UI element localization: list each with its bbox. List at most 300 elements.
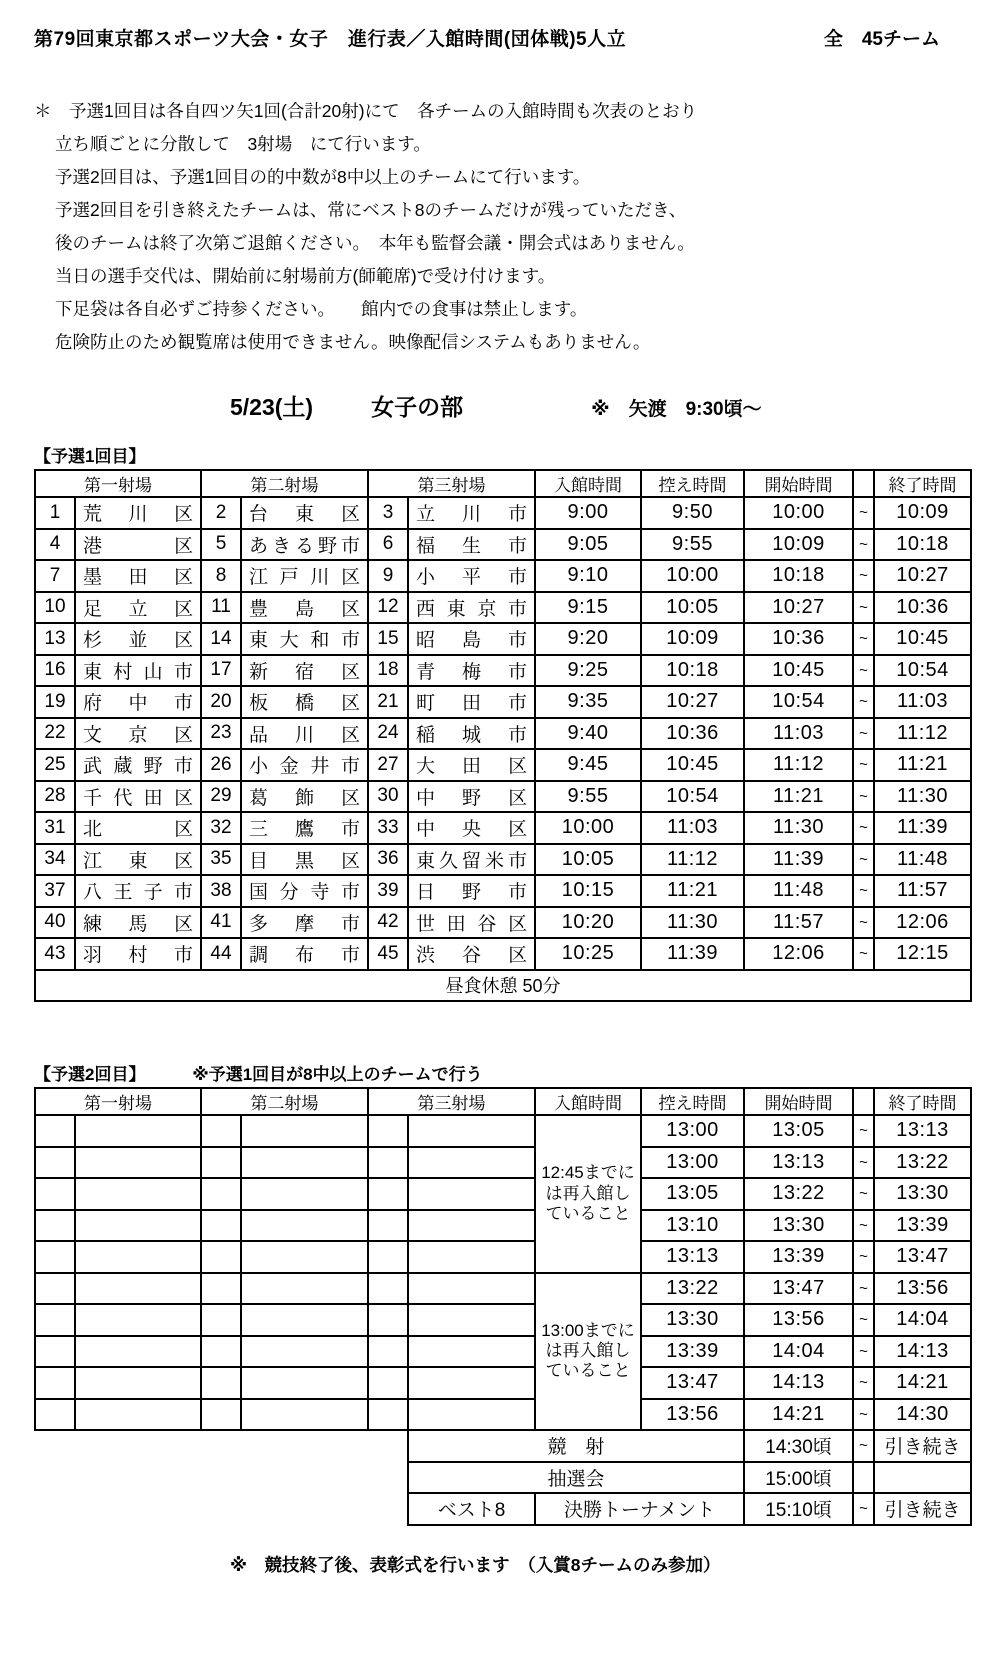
team-name: 台東区	[241, 497, 368, 529]
wait-time: 10:45	[641, 749, 744, 781]
wait-time: 11:30	[641, 907, 744, 939]
team-number: 23	[201, 718, 241, 750]
end-time: 10:27	[874, 560, 971, 592]
team-name: 町田市	[408, 686, 535, 718]
table-row	[35, 1304, 971, 1336]
header-tilde	[853, 1088, 874, 1115]
header-range2: 第二射場	[201, 470, 368, 497]
wait-time: 11:03	[641, 812, 744, 844]
table-row	[35, 529, 971, 561]
empty-region	[35, 1430, 408, 1462]
round1-schedule-table	[34, 469, 972, 1002]
empty-region	[35, 1462, 408, 1494]
empty-cell	[75, 1241, 201, 1273]
team-number: 19	[35, 686, 75, 718]
entry-time: 10:20	[535, 907, 641, 939]
empty-cell	[368, 1367, 408, 1399]
lunch-break-row	[35, 970, 971, 1002]
empty-cell	[241, 1115, 368, 1147]
empty-cell	[75, 1273, 201, 1305]
table-row	[35, 749, 971, 781]
wait-time: 13:30	[641, 1304, 744, 1336]
team-number: 16	[35, 655, 75, 687]
team-number: 8	[201, 560, 241, 592]
team-number: 20	[201, 686, 241, 718]
wait-time: 9:55	[641, 529, 744, 561]
end-time: 12:06	[874, 907, 971, 939]
team-name: 立川市	[408, 497, 535, 529]
team-name: 目黒区	[241, 844, 368, 876]
empty-cell	[241, 1178, 368, 1210]
lottery-label: 抽選会	[408, 1462, 744, 1494]
team-number: 38	[201, 875, 241, 907]
team-number: 5	[201, 529, 241, 561]
start-time: 11:03	[744, 718, 853, 750]
team-number: 18	[368, 655, 408, 687]
empty-cell	[75, 1399, 201, 1431]
end-time: 13:56	[874, 1273, 971, 1305]
wait-time: 11:21	[641, 875, 744, 907]
empty-cell	[201, 1115, 241, 1147]
wait-time: 13:47	[641, 1367, 744, 1399]
table-row	[35, 1241, 971, 1273]
team-number: 1	[35, 497, 75, 529]
start-time: 10:09	[744, 529, 853, 561]
end-time: 13:30	[874, 1178, 971, 1210]
team-number: 39	[368, 875, 408, 907]
team-name: 北区	[75, 812, 201, 844]
reentry-note: 13:00までには再入館していること	[535, 1273, 641, 1431]
tilde-mark: ~	[853, 1399, 874, 1431]
end-time: 14:21	[874, 1367, 971, 1399]
team-name: 練馬区	[75, 907, 201, 939]
team-name: 江東区	[75, 844, 201, 876]
tilde-mark: ~	[853, 938, 874, 970]
header-start-time: 開始時間	[744, 1088, 853, 1115]
team-number: 14	[201, 623, 241, 655]
wait-time: 10:00	[641, 560, 744, 592]
team-number: 42	[368, 907, 408, 939]
table-row	[35, 1210, 971, 1242]
wait-time: 13:56	[641, 1399, 744, 1431]
end-time: 10:09	[874, 497, 971, 529]
best8-start-time: 15:10頃	[744, 1493, 853, 1525]
start-time: 14:13	[744, 1367, 853, 1399]
end-time: 12:15	[874, 938, 971, 970]
wait-time: 13:10	[641, 1210, 744, 1242]
tilde-mark: ~	[853, 1304, 874, 1336]
tilde-mark: ~	[853, 1241, 874, 1273]
empty-cell	[35, 1367, 75, 1399]
empty-cell	[35, 1210, 75, 1242]
entry-time: 9:35	[535, 686, 641, 718]
start-time: 11:30	[744, 812, 853, 844]
best8-row	[35, 1493, 971, 1525]
empty-cell	[201, 1273, 241, 1305]
team-name: 江戸川区	[241, 560, 368, 592]
start-time: 13:39	[744, 1241, 853, 1273]
empty-cell	[241, 1304, 368, 1336]
start-time: 10:54	[744, 686, 853, 718]
entry-time: 9:40	[535, 718, 641, 750]
empty-cell	[853, 1462, 874, 1494]
empty-cell	[408, 1304, 535, 1336]
start-time: 13:30	[744, 1210, 853, 1242]
lottery-row	[35, 1462, 971, 1494]
start-time: 11:21	[744, 781, 853, 813]
start-time: 13:13	[744, 1147, 853, 1179]
note-line: 当日の選手交代は、開始前に射場前方(師範席)で受け付けます。	[55, 266, 556, 286]
start-time: 11:12	[744, 749, 853, 781]
header-range3: 第三射場	[368, 1088, 535, 1115]
tilde-mark: ~	[853, 718, 874, 750]
tilde-mark: ~	[853, 875, 874, 907]
entry-time: 10:05	[535, 844, 641, 876]
wait-time: 10:27	[641, 686, 744, 718]
note-line: 予選2回目は、予選1回目の的中数が8中以上のチームにて行います。	[55, 167, 591, 187]
end-time: 14:30	[874, 1399, 971, 1431]
header-entry-time: 入館時間	[535, 470, 641, 497]
start-time: 13:05	[744, 1115, 853, 1147]
start-time: 10:18	[744, 560, 853, 592]
tilde-mark: ~	[853, 686, 874, 718]
tilde-mark: ~	[853, 844, 874, 876]
total-teams-label: 全 45チーム	[823, 29, 940, 50]
empty-cell	[241, 1210, 368, 1242]
header-wait-time: 控え時間	[641, 1088, 744, 1115]
team-number: 25	[35, 749, 75, 781]
empty-cell	[201, 1147, 241, 1179]
best8-label: ベスト8	[408, 1493, 535, 1525]
table-row	[35, 686, 971, 718]
team-number: 35	[201, 844, 241, 876]
kyosha-label: 競 射	[408, 1430, 744, 1462]
notes-block	[34, 95, 968, 359]
start-time: 10:27	[744, 592, 853, 624]
empty-cell	[408, 1399, 535, 1431]
team-number: 3	[368, 497, 408, 529]
tilde-mark: ~	[853, 907, 874, 939]
team-number: 29	[201, 781, 241, 813]
table-row	[35, 907, 971, 939]
table-row	[35, 655, 971, 687]
entry-time: 10:25	[535, 938, 641, 970]
tilde-mark: ~	[853, 529, 874, 561]
page-title: 第79回東京都スポーツ大会・女子 進行表／入館時間(団体戦)5人立	[34, 29, 627, 50]
tilde-mark: ~	[853, 497, 874, 529]
table-header-row	[35, 470, 971, 497]
tilde-mark: ~	[853, 1273, 874, 1305]
tilde-mark: ~	[853, 1147, 874, 1179]
table-row	[35, 1273, 971, 1305]
header-entry-time: 入館時間	[535, 1088, 641, 1115]
end-time: 13:13	[874, 1115, 971, 1147]
end-time: 11:39	[874, 812, 971, 844]
empty-cell	[35, 1147, 75, 1179]
note-line: 後のチームは終了次第ご退館ください。 本年も監督会議・開会式はありません。	[55, 233, 695, 253]
empty-cell	[75, 1367, 201, 1399]
team-number: 44	[201, 938, 241, 970]
empty-cell	[408, 1147, 535, 1179]
empty-cell	[408, 1273, 535, 1305]
empty-cell	[368, 1273, 408, 1305]
team-name: 府中市	[75, 686, 201, 718]
tilde-mark: ~	[853, 560, 874, 592]
tilde-mark: ~	[853, 1115, 874, 1147]
team-number: 13	[35, 623, 75, 655]
table-row	[35, 1147, 971, 1179]
team-name: 三鷹市	[241, 812, 368, 844]
header-range1: 第一射場	[35, 1088, 201, 1115]
empty-cell	[75, 1304, 201, 1336]
empty-cell	[35, 1241, 75, 1273]
team-name: 品川区	[241, 718, 368, 750]
end-time: 13:39	[874, 1210, 971, 1242]
wait-time: 10:18	[641, 655, 744, 687]
table-row	[35, 560, 971, 592]
end-time: 11:21	[874, 749, 971, 781]
table-row	[35, 844, 971, 876]
entry-time: 10:15	[535, 875, 641, 907]
empty-cell	[201, 1241, 241, 1273]
empty-cell	[75, 1147, 201, 1179]
team-name: 文京区	[75, 718, 201, 750]
end-time: 10:45	[874, 623, 971, 655]
entry-time: 9:20	[535, 623, 641, 655]
table-row	[35, 812, 971, 844]
empty-cell	[408, 1336, 535, 1368]
table-row	[35, 875, 971, 907]
empty-cell	[201, 1399, 241, 1431]
note-line: ＊ 予選1回目は各自四ツ矢1回(合計20射)にて 各チームの入館時間も次表のとおり	[34, 101, 698, 121]
team-number: 17	[201, 655, 241, 687]
empty-cell	[874, 1462, 971, 1494]
team-number: 43	[35, 938, 75, 970]
entry-time: 9:10	[535, 560, 641, 592]
end-time: 13:47	[874, 1241, 971, 1273]
team-name: 渋谷区	[408, 938, 535, 970]
end-time: 11:57	[874, 875, 971, 907]
empty-cell	[408, 1210, 535, 1242]
team-number: 41	[201, 907, 241, 939]
start-time: 10:45	[744, 655, 853, 687]
wait-time: 9:50	[641, 497, 744, 529]
team-name: 福生市	[408, 529, 535, 561]
team-name: 武蔵野市	[75, 749, 201, 781]
end-time: 11:30	[874, 781, 971, 813]
table-header-row	[35, 1088, 971, 1115]
team-name: 板橋区	[241, 686, 368, 718]
header-tilde	[853, 470, 874, 497]
team-number: 30	[368, 781, 408, 813]
entry-time: 9:00	[535, 497, 641, 529]
wait-time: 10:54	[641, 781, 744, 813]
entry-time: 9:15	[535, 592, 641, 624]
kyosha-row	[35, 1430, 971, 1462]
team-number: 2	[201, 497, 241, 529]
team-name: 八王子市	[75, 875, 201, 907]
title-bar	[34, 24, 968, 51]
empty-cell	[241, 1147, 368, 1179]
team-number: 4	[35, 529, 75, 561]
end-time: 10:18	[874, 529, 971, 561]
team-name: 東久留米市	[408, 844, 535, 876]
header-range2: 第二射場	[201, 1088, 368, 1115]
team-number: 7	[35, 560, 75, 592]
division-label: 女子の部	[371, 394, 464, 420]
empty-cell	[241, 1399, 368, 1431]
empty-cell	[368, 1115, 408, 1147]
start-time: 11:48	[744, 875, 853, 907]
tilde-mark: ~	[853, 812, 874, 844]
empty-region	[35, 1493, 408, 1525]
team-name: 青梅市	[408, 655, 535, 687]
empty-cell	[201, 1178, 241, 1210]
entry-time: 9:45	[535, 749, 641, 781]
lunch-break-label: 昼食休憩 50分	[35, 970, 971, 1002]
team-number: 9	[368, 560, 408, 592]
empty-cell	[201, 1336, 241, 1368]
team-name: 大田区	[408, 749, 535, 781]
entry-time: 9:55	[535, 781, 641, 813]
note-line: 立ち順ごとに分散して 3射場 にて行います。	[55, 134, 431, 154]
empty-cell	[241, 1241, 368, 1273]
empty-cell	[408, 1115, 535, 1147]
empty-cell	[408, 1241, 535, 1273]
tilde-mark: ~	[853, 655, 874, 687]
team-name: 東村山市	[75, 655, 201, 687]
team-name: 稲城市	[408, 718, 535, 750]
team-number: 45	[368, 938, 408, 970]
yawatashi-note: ※ 矢渡 9:30頃～	[591, 399, 762, 420]
end-time: 11:48	[874, 844, 971, 876]
team-name: 小金井市	[241, 749, 368, 781]
empty-cell	[75, 1210, 201, 1242]
empty-cell	[35, 1399, 75, 1431]
tilde-mark: ~	[853, 1493, 874, 1525]
empty-cell	[75, 1336, 201, 1368]
tilde-mark: ~	[853, 1178, 874, 1210]
end-time: 14:04	[874, 1304, 971, 1336]
team-number: 33	[368, 812, 408, 844]
table-row	[35, 1115, 971, 1147]
team-number: 28	[35, 781, 75, 813]
kyosha-end: 引き続き	[874, 1430, 971, 1462]
session-date: 5/23(土)	[230, 394, 314, 420]
team-name: 日野市	[408, 875, 535, 907]
tilde-mark: ~	[853, 623, 874, 655]
team-name: 葛飾区	[241, 781, 368, 813]
empty-cell	[241, 1273, 368, 1305]
team-name: 世田谷区	[408, 907, 535, 939]
start-time: 10:36	[744, 623, 853, 655]
header-start-time: 開始時間	[744, 470, 853, 497]
team-name: 千代田区	[75, 781, 201, 813]
empty-cell	[241, 1336, 368, 1368]
end-time: 10:54	[874, 655, 971, 687]
team-number: 6	[368, 529, 408, 561]
round1-label: 【予選1回目】	[34, 447, 146, 466]
team-number: 37	[35, 875, 75, 907]
team-name: 小平市	[408, 560, 535, 592]
team-name: 国分寺市	[241, 875, 368, 907]
start-time: 14:21	[744, 1399, 853, 1431]
round1-body	[35, 497, 971, 970]
end-time: 14:13	[874, 1336, 971, 1368]
team-number: 27	[368, 749, 408, 781]
team-name: 港区	[75, 529, 201, 561]
empty-cell	[35, 1273, 75, 1305]
table-row	[35, 497, 971, 529]
team-number: 31	[35, 812, 75, 844]
end-time: 11:03	[874, 686, 971, 718]
empty-cell	[35, 1178, 75, 1210]
wait-time: 13:00	[641, 1147, 744, 1179]
empty-cell	[75, 1178, 201, 1210]
final-tournament-label: 決勝トーナメント	[535, 1493, 744, 1525]
empty-cell	[368, 1399, 408, 1431]
team-name: 多摩市	[241, 907, 368, 939]
team-name: 杉並区	[75, 623, 201, 655]
start-time: 13:56	[744, 1304, 853, 1336]
team-name: 中野区	[408, 781, 535, 813]
wait-time: 11:12	[641, 844, 744, 876]
table-row	[35, 592, 971, 624]
wait-time: 13:05	[641, 1178, 744, 1210]
empty-cell	[368, 1304, 408, 1336]
lottery-start-time: 15:00頃	[744, 1462, 853, 1494]
empty-cell	[35, 1304, 75, 1336]
team-name: あきる野市	[241, 529, 368, 561]
empty-cell	[368, 1147, 408, 1179]
header-range1: 第一射場	[35, 470, 201, 497]
start-time: 12:06	[744, 938, 853, 970]
team-name: 荒川区	[75, 497, 201, 529]
start-time: 13:22	[744, 1178, 853, 1210]
team-name: 昭島市	[408, 623, 535, 655]
wait-time: 10:09	[641, 623, 744, 655]
table-row	[35, 781, 971, 813]
empty-cell	[368, 1336, 408, 1368]
empty-cell	[241, 1367, 368, 1399]
team-name: 東大和市	[241, 623, 368, 655]
table-row	[35, 1367, 971, 1399]
empty-cell	[35, 1115, 75, 1147]
entry-time: 10:00	[535, 812, 641, 844]
team-number: 26	[201, 749, 241, 781]
team-name: 調布市	[241, 938, 368, 970]
team-number: 11	[201, 592, 241, 624]
footer-note: ※ 競技終了後、表彰式を行います （入賞8チームのみ参加）	[230, 1554, 721, 1575]
team-number: 21	[368, 686, 408, 718]
empty-cell	[201, 1210, 241, 1242]
kyosha-start-time: 14:30頃	[744, 1430, 853, 1462]
note-line: 危険防止のため観覧席は使用できません。映像配信システムもありません。	[55, 332, 651, 352]
wait-time: 10:05	[641, 592, 744, 624]
team-number: 36	[368, 844, 408, 876]
empty-cell	[201, 1304, 241, 1336]
start-time: 11:57	[744, 907, 853, 939]
end-time: 13:22	[874, 1147, 971, 1179]
wait-time: 13:39	[641, 1336, 744, 1368]
tilde-mark: ~	[853, 1430, 874, 1462]
wait-time: 13:22	[641, 1273, 744, 1305]
team-number: 15	[368, 623, 408, 655]
team-name: 足立区	[75, 592, 201, 624]
wait-time: 13:13	[641, 1241, 744, 1273]
empty-cell	[408, 1367, 535, 1399]
empty-cell	[35, 1336, 75, 1368]
